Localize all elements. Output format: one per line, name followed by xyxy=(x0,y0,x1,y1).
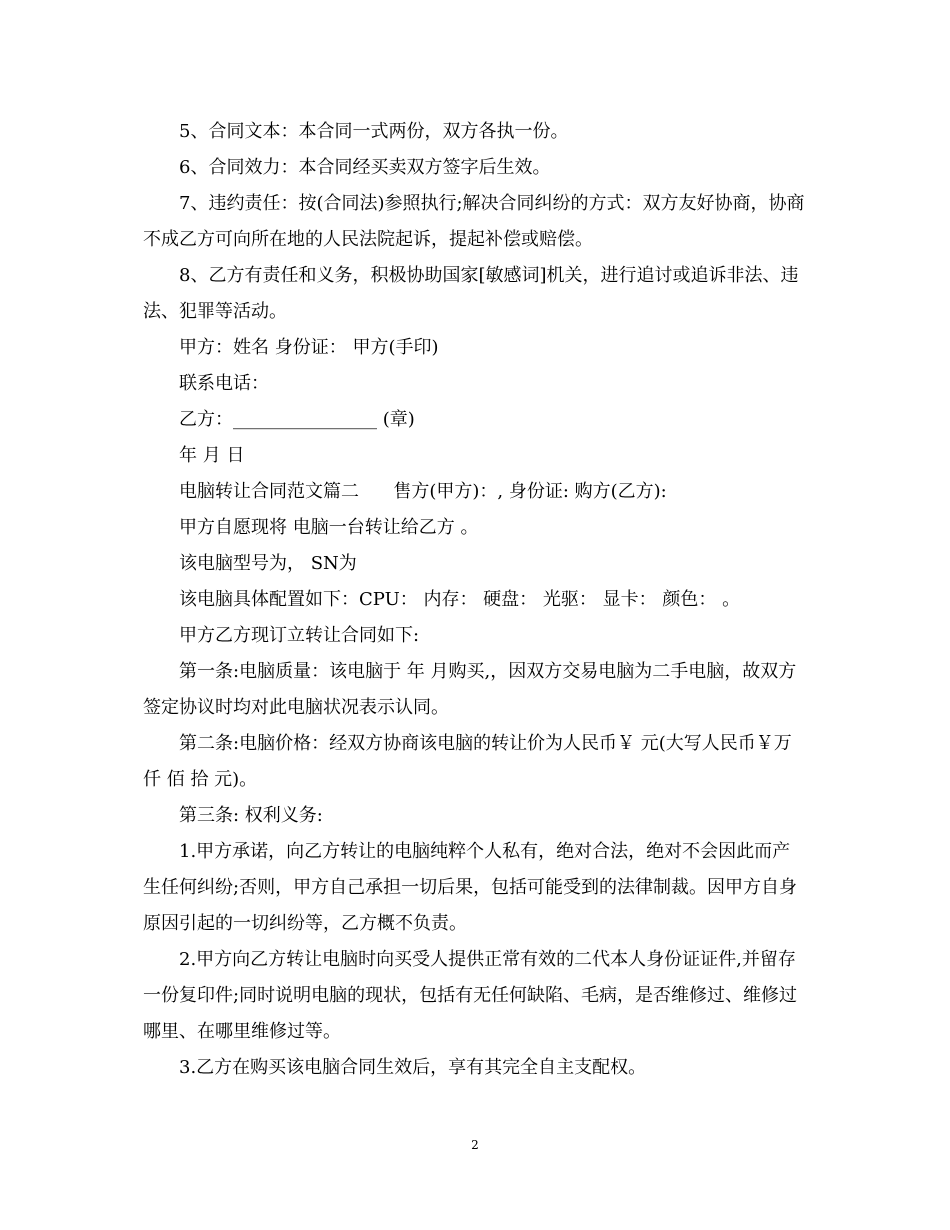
contract-paragraph: 7、违约责任：按(合同法)参照执行;解决合同纠纷的方式：双方友好协商，协商不成乙方可向所在地的人民法院起诉，提起补偿或赔偿。 xyxy=(143,193,805,250)
contract-line: 该电脑具体配置如下：CPU： 内存： 硬盘： 光驱： 显卡： 颜色： 。 xyxy=(179,589,741,610)
signature-line: 联系电话： xyxy=(179,373,269,394)
contract-paragraph: 8、乙方有责任和义务，积极协助国家[敏感词]机关，进行追讨或追诉非法、违法、犯罪等活动。 xyxy=(143,265,799,322)
page-number: 2 xyxy=(471,1138,479,1152)
contract-heading-line: 电脑转让合同范文篇二 售方(甲方)：, 身份证: 购方(乙方): xyxy=(179,481,667,502)
signature-line: 年 月 日 xyxy=(179,445,245,466)
contract-paragraph: 6、合同效力：本合同经买卖双方签字后生效。 xyxy=(179,157,551,178)
signature-line: 乙方：________________ (章) xyxy=(179,409,415,430)
contract-clause: 第二条:电脑价格：经双方协商该电脑的转让价为人民币￥ 元(大写人民币￥万 仟 佰 拾 元)。 xyxy=(143,733,792,790)
contract-line: 该电脑型号为， SN为 xyxy=(179,553,357,574)
section-heading: 第三条: 权利义务: xyxy=(179,805,323,826)
signature-line: 甲方：姓名 身份证： 甲方(手印) xyxy=(179,337,439,358)
contract-line: 甲方自愿现将 电脑一台转让给乙方 。 xyxy=(179,517,479,538)
obligation-paragraph: 1.甲方承诺，向乙方转让的电脑纯粹个人私有，绝对合法，绝对不会因此而产生任何纠纷;否则，甲方自己承担一切后果，包括可能受到的法律制裁。因甲方自身原因引起的一切纠纷等，乙方概不负责。 xyxy=(143,841,798,934)
contract-clause: 第一条:电脑质量：该电脑于 年 月购买,，因双方交易电脑为二手电脑，故双方签定协议时均对此电脑状况表示认同。 xyxy=(143,661,797,718)
contract-line: 甲方乙方现订立转让合同如下: xyxy=(179,625,420,646)
document-body xyxy=(143,114,805,1086)
obligation-paragraph: 3.乙方在购买该电脑合同生效后，享有其完全自主支配权。 xyxy=(179,1057,647,1078)
obligation-paragraph: 2.甲方向乙方转让电脑时向买受人提供正常有效的二代本人身份证证件,并留存一份复印件;同时说明电脑的现状，包括有无任何缺陷、毛病，是否维修过、维修过哪里、在哪里维修过等。 xyxy=(143,949,798,1042)
contract-paragraph: 5、合同文本：本合同一式两份，双方各执一份。 xyxy=(179,121,569,142)
